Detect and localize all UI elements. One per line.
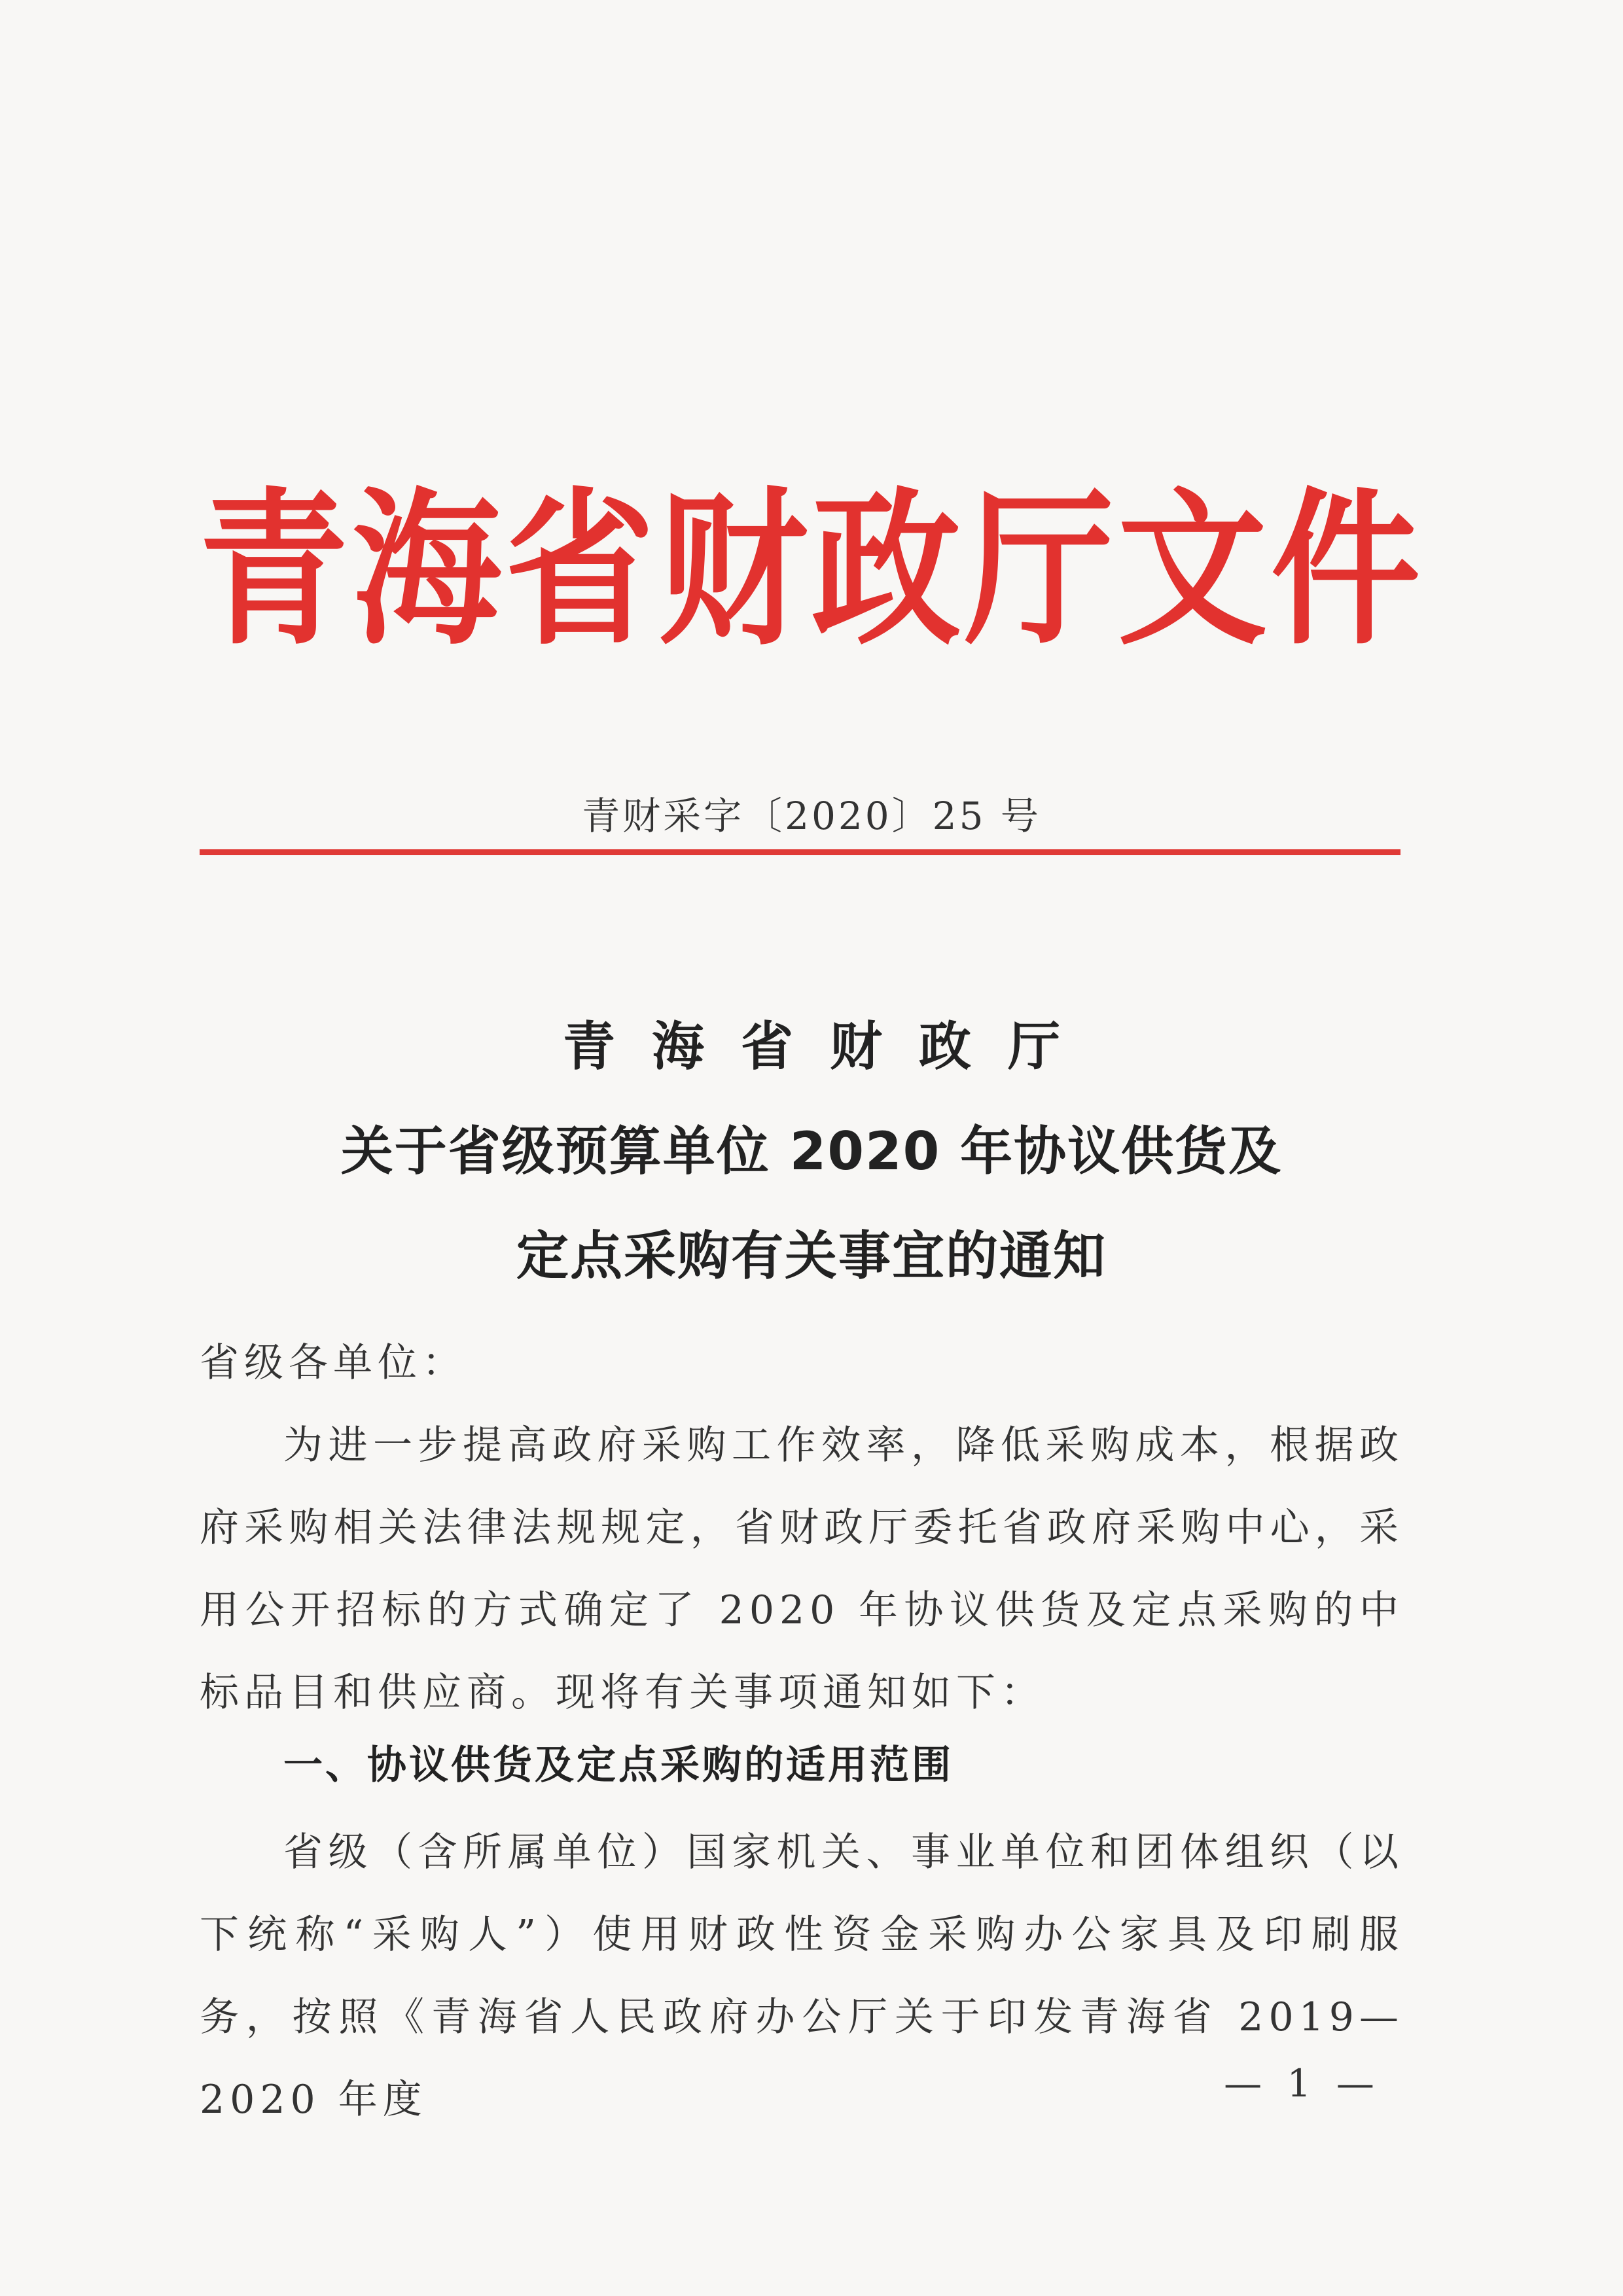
masthead-title: 青海省财政厅文件 (199, 470, 1424, 668)
document-number: 青财采字〔2020〕25 号 (582, 794, 1041, 838)
doc-title-line-1: 青海省财政厅 (563, 1016, 1097, 1077)
page-number: — 1 — (1224, 2061, 1381, 2106)
salutation: 省级各单位： (200, 1340, 467, 1386)
paragraph-scope: 省级（含所属单位）国家机关、事业单位和团体组织（以下统称“采购人”）使用财政性资金采购办公家具及印刷服务，按照《青海省人民政府办公厅关于印发青海省 2019—2020 年度 (200, 1829, 1404, 2123)
section-heading-1: 一、协议供货及定点采购的适用范围 (283, 1742, 954, 1788)
doc-title-line-3: 定点采购有关事宜的通知 (516, 1226, 1107, 1286)
paragraph-intro: 为进一步提高政府采购工作效率，降低采购成本，根据政府采购相关法律法规规定，省财政厅委托省政府采购中心，采用公开招标的方式确定了 2020 年协议供货及定点采购的中标品目和供应商。现将有关事项通知如下： (200, 1422, 1404, 1716)
red-divider-line (200, 849, 1400, 855)
doc-title-line-2: 关于省级预算单位 2020 年协议供货及 (340, 1121, 1283, 1182)
